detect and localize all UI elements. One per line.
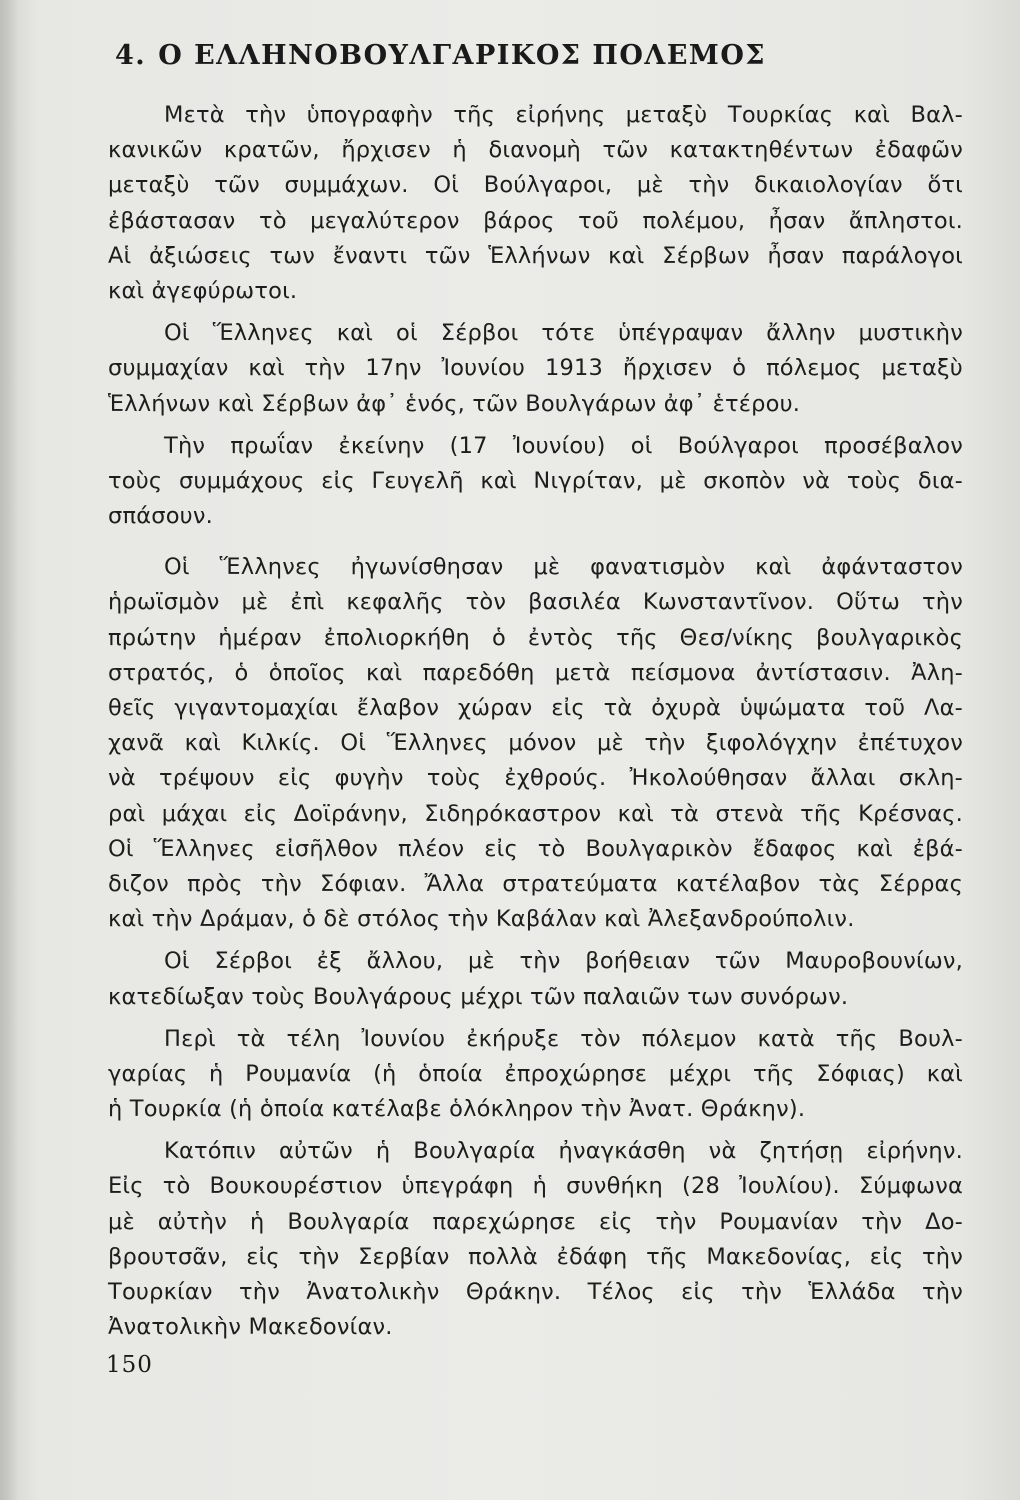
text-line: στρατός, ὁ ὁποῖος καὶ παρεδόθη μετὰ πείσμονα ἀντίστασιν. Ἀλη- xyxy=(108,659,963,686)
text-line: μεταξὺ τῶν συμμάχων. Οἱ Βούλγαροι, μὲ τὴν δικαιολογίαν ὅτι xyxy=(108,172,963,199)
heading-number: 4. xyxy=(115,40,147,71)
text-line: βρουτσᾶν, εἰς τὴν Σερβίαν πολλὰ ἐδάφη τῆς Μακεδονίας, εἰς τὴν xyxy=(108,1243,963,1270)
paragraph-4 xyxy=(108,550,963,937)
text-line: τοὺς συμμάχους εἰς Γευγελῆ καὶ Νιγρίταν, μὲ σκοπὸν νὰ τοὺς δια- xyxy=(108,467,963,494)
text-line: Ἑλλήνων καὶ Σέρβων ἀφ᾽ ἑνός, τῶν Βουλγάρων ἀφ᾽ ἑτέρου. xyxy=(108,390,801,417)
text-line: πρώτην ἡμέραν ἐπολιορκήθη ὁ ἐντὸς τῆς Θεσ/νίκης βουλγαρικὸς xyxy=(108,624,963,651)
text-line: καὶ τὴν Δράμαν, ὁ δὲ στόλος τὴν Καβάλαν καὶ Ἀλεξανδρούπολιν. xyxy=(108,906,855,933)
text-line: διζον πρὸς τὴν Σόφιαν. Ἄλλα στρατεύματα κατέλαβον τὰς Σέρρας xyxy=(108,870,963,897)
text-line: μὲ αὐτὴν ἡ Βουλγαρία παρεχώρησε εἰς τὴν Ρουμανίαν τὴν Δο- xyxy=(108,1208,963,1235)
text-line: ραὶ μάχαι εἰς Δοϊράνην, Σιδηρόκαστρον καὶ τὰ στενὰ τῆς Κρέσνας. xyxy=(108,800,963,827)
text-line: Οἱ Σέρβοι ἐξ ἄλλου, μὲ τὴν βοήθειαν τῶν Μαυροβουνίων, xyxy=(164,948,963,975)
text-line: Τὴν πρωΐαν ἐκείνην (17 Ἰουνίου) οἱ Βούλγαροι προσέβαλον xyxy=(164,432,963,459)
text-line: συμμαχίαν καὶ τὴν 17ην Ἰουνίου 1913 ἤρχισεν ὁ πόλεμος μεταξὺ xyxy=(108,355,963,382)
text-line: καὶ ἀγεφύρωτοι. xyxy=(108,277,298,304)
text-line: Μετὰ τὴν ὑπογραφὴν τῆς εἰρήνης μεταξὺ Τουρκίας καὶ Βαλ- xyxy=(164,102,963,128)
paragraph-7 xyxy=(108,1134,963,1345)
text-line: Περὶ τὰ τέλη Ἰουνίου ἐκήρυξε τὸν πόλεμον κατὰ τῆς Βουλ- xyxy=(164,1025,963,1052)
text-line: ἡ Τουρκία (ἡ ὁποία κατέλαβε ὁλόκληρον τὴν Ἀνατ. Θράκην). xyxy=(108,1096,806,1123)
text-line: θεῖς γιγαντομαχίαι ἔλαβον χώραν εἰς τὰ ὀχυρὰ ὑψώματα τοῦ Λα- xyxy=(108,695,963,721)
text-line: Αἱ ἀξιώσεις των ἔναντι τῶν Ἑλλήνων καὶ Σέρβων ἦσαν παράλογοι xyxy=(108,242,963,269)
text-line: γαρίας ἡ Ρουμανία (ἡ ὁποία ἐπροχώρησε μέχρι τῆς Σόφιας) καὶ xyxy=(108,1060,963,1087)
body-text xyxy=(108,98,963,1345)
text-line: Κατόπιν αὐτῶν ἡ Βουλγαρία ἠναγκάσθη νὰ ζητήσῃ εἰρήνην. xyxy=(164,1138,963,1165)
chapter-heading xyxy=(115,40,766,71)
text-line: νὰ τρέψουν εἰς φυγὴν τοὺς ἐχθρούς. Ἠκολούθησαν ἄλλαι σκλη- xyxy=(108,765,963,792)
text-line: σπάσουν. xyxy=(108,503,214,530)
text-line: κατεδίωξαν τοὺς Βουλγάρους μέχρι τῶν παλαιῶν των συνόρων. xyxy=(108,983,849,1010)
text-line: ἐβάστασαν τὸ μεγαλύτερον βάρος τοῦ πολέμου, ἦσαν ἄπληστοι. xyxy=(108,207,963,234)
text-line: Ἀνατολικὴν Μακεδονίαν. xyxy=(108,1314,393,1341)
text-line: Οἱ Ἕλληνες εἰσῆλθον πλέον εἰς τὸ Βουλγαρικὸν ἔδαφος καὶ ἐβά- xyxy=(108,835,963,862)
page-number: 150 xyxy=(106,1352,153,1378)
text-line: Οἱ Ἕλληνες καὶ οἱ Σέρβοι τότε ὑπέγραψαν ἄλλην μυστικὴν xyxy=(164,320,963,347)
paragraph-3 xyxy=(108,429,963,535)
paragraph-6 xyxy=(108,1022,963,1128)
paragraph-5 xyxy=(108,944,963,1014)
text-line: Εἰς τὸ Βουκουρέστιον ὑπεγράφη ἡ συνθήκη (28 Ἰουλίου). Σύμφωνα xyxy=(108,1173,963,1200)
text-line: Οἱ Ἕλληνες ἠγωνίσθησαν μὲ φανατισμὸν καὶ ἀφάνταστον xyxy=(164,554,963,581)
heading-title: Ο ΕΛΛΗΝΟΒΟΥΛΓΑΡΙΚΟΣ ΠΟΛΕΜΟΣ xyxy=(158,40,766,71)
paragraph-1 xyxy=(108,98,963,309)
text-line: χανᾶ καὶ Κιλκίς. Οἱ Ἕλληνες μόνον μὲ τὴν ξιφολόγχην ἐπέτυχον xyxy=(108,730,963,757)
scan-edge-shadow xyxy=(0,0,18,1500)
text-line: Τουρκίαν τὴν Ἀνατολικὴν Θράκην. Τέλος εἰς τὴν Ἑλλάδα τὴν xyxy=(108,1279,963,1305)
text-line: ἡρωϊσμὸν μὲ ἐπὶ κεφαλῆς τὸν βασιλέα Κωνσταντῖνον. Οὕτω τὴν xyxy=(108,589,963,616)
text-line: κανικῶν κρατῶν, ἤρχισεν ἡ διανομὴ τῶν κατακτηθέντων ἐδαφῶν xyxy=(108,137,963,164)
paragraph-2 xyxy=(108,316,963,422)
